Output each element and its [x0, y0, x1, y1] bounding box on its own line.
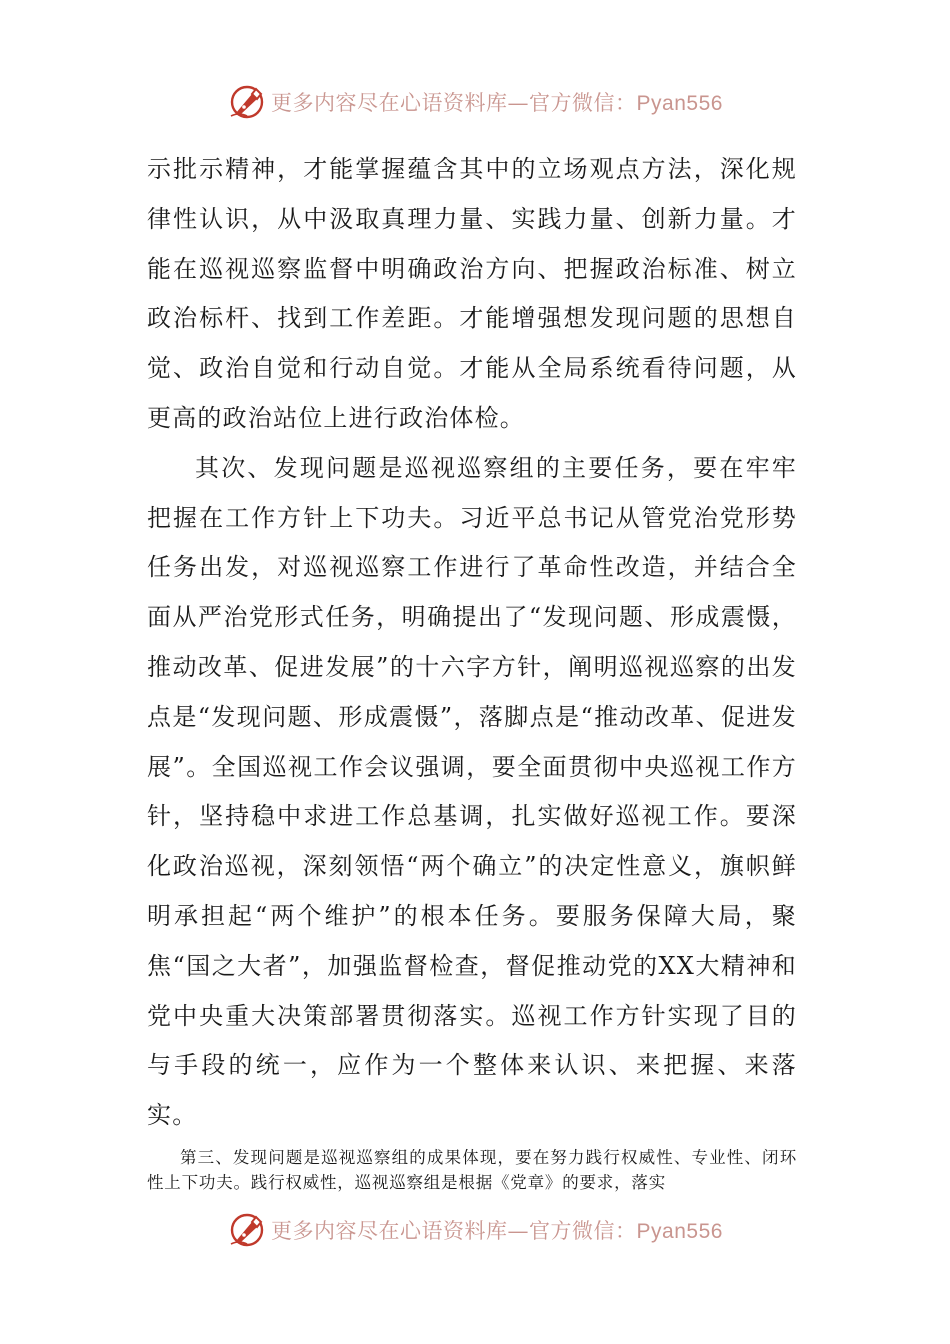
paragraph-1: 示批示精神，才能掌握蕴含其中的立场观点方法，深化规律性认识，从中汲取真理力量、实践力量、创新力量。才能在巡视巡察监督中明确政治方向、把握政治标准、树立政治标杆、找到工作差距。才能增强想发现问题的思想自觉、政治自觉和行动自觉。才能从全局系统看待问题，从更高的政治站位上进行政治体检。: [147, 155, 797, 432]
paragraph-2: 其次、发现问题是巡视巡察组的主要任务，要在牢牢把握在工作方针上下功夫。习近平总书记从管党治党形势任务出发，对巡视巡察工作进行了革命性改造，并结合全面从严治党形式任务，明确提出了“发现问题、形成震慑，推动改革、促进发展”的十六字方针，阐明巡视巡察的出发点是“发现问题、形成震慑”，落脚点是“推动改革、促进发展”。全国巡视工作会议强调，要全面贯彻中央巡视工作方针，坚持稳中求进工作总基调，扎实做好巡视工作。要深化政治巡视，深刻领悟“两个确立”的决定性意义，旗帜鲜明承担起“两个维护”的根本任务。要服务保障大局，聚焦“国之大者”，加强监督检查，督促推动党的XX大精神和党中央重大决策部署贯彻落实。巡视工作方针实现了目的与手段的统一，应作为一个整体来认识、来把握、来落实。: [147, 453, 797, 1130]
header-banner-text: [271, 87, 723, 117]
footer-banner-id: Pyan556: [636, 1220, 723, 1243]
paragraph-3: 第三、发现问题是巡视巡察组的成果体现，要在努力践行权威性、专业性、闭环性上下功夫。践行权威性，巡视巡察组是根据《党章》的要求，落实: [147, 1147, 797, 1192]
header-banner-main: 更多内容尽在心语资料库—: [271, 91, 530, 115]
footer-banner: [0, 1208, 950, 1252]
footer-banner-text: [271, 1215, 723, 1245]
header-banner-id: Pyan556: [636, 92, 723, 115]
document-body: [147, 145, 797, 1195]
header-banner-label: 官方微信：: [529, 91, 637, 115]
pen-nib-logo-icon: [227, 82, 267, 122]
header-banner: [0, 80, 950, 124]
pen-nib-logo-icon: [227, 1210, 267, 1250]
footer-banner-main: 更多内容尽在心语资料库—: [271, 1219, 530, 1243]
footer-banner-label: 官方微信：: [529, 1219, 637, 1243]
